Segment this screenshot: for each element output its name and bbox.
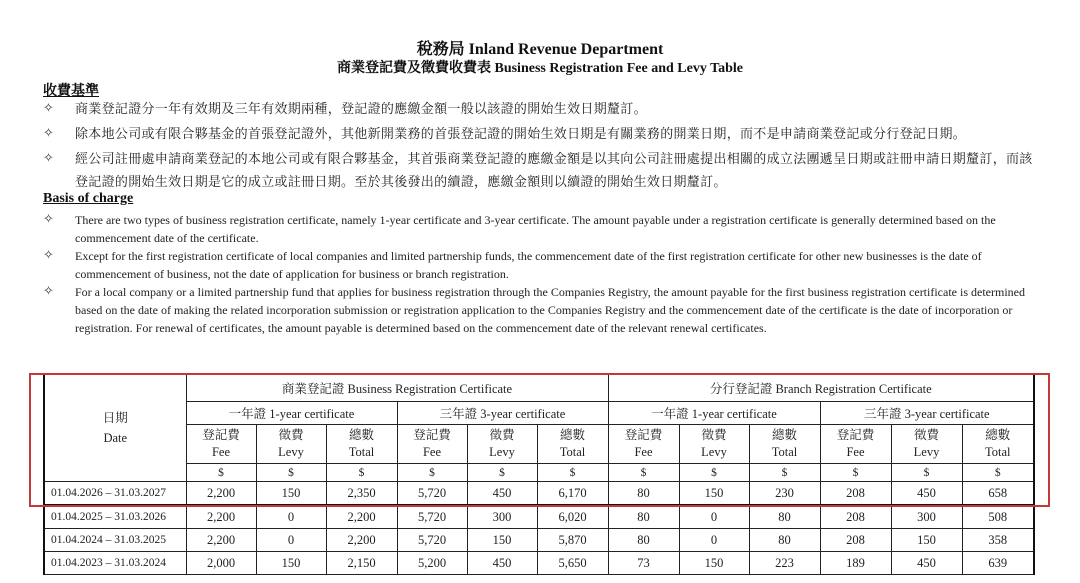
value-cell: 2,200 [186,505,256,529]
value-cell: 5,720 [397,482,467,506]
column-header-levy [679,425,749,464]
business-registration-group-header: 商業登記證 Business Registration Certificate [186,374,608,402]
value-cell: 5,200 [397,552,467,575]
date-column-header [44,374,186,482]
en-bullet-text: For a local company or a limited partnership fund that applies for business registration through the Companies Registry, the amount payable for the first business registration certificate is determined based on the date of making the related incorporation submission or registration application to the Companies Registry and the commencement date of the certificate is the date of incorporation or registration. For renewal of certificates, the amount payable is determined based on the commencement date of the relevant renewal certificates. [75,285,1025,335]
currency-cell: $ [397,464,467,482]
column-header-zh: 徵費 [701,428,727,442]
subgroup-header: 一年證 1-year certificate [608,402,820,425]
zh-bullet-text: 商業登記證分一年有效期及三年有效期兩種，登記證的應繳金額一般以該證的開始生效日期釐訂。 [75,101,647,116]
value-cell: 0 [256,505,326,529]
currency-cell: $ [256,464,326,482]
value-cell: 5,720 [397,529,467,552]
value-cell: 2,350 [326,482,397,506]
column-header-en: Fee [422,445,442,459]
column-header-zh: 總數 [348,428,374,442]
column-header-levy [467,425,537,464]
value-cell: 73 [608,552,679,575]
en-section-heading: Basis of charge [43,191,134,206]
column-header-fee [820,425,891,464]
value-cell: 80 [749,505,820,529]
column-header-en: Fee [211,445,231,459]
value-cell: 450 [467,482,537,506]
column-header-zh: 總數 [559,428,585,442]
diamond-bullet-icon: ✧ [43,212,54,227]
column-header-en: Fee [846,445,865,459]
diamond-bullet-icon: ✧ [43,151,55,166]
value-cell: 6,170 [537,482,608,506]
column-header-zh: 徵費 [278,428,304,442]
value-cell: 189 [820,552,891,575]
column-header-zh: 徵費 [913,428,939,442]
diamond-bullet-icon: ✧ [43,126,55,141]
fee-levy-table [43,373,1035,575]
date-cell: 01.04.2026 – 31.03.2027 [44,482,186,506]
column-header-levy [256,425,326,464]
column-header-zh: 登記費 [202,428,240,442]
diamond-bullet-icon: ✧ [43,248,54,263]
column-header-zh: 登記費 [413,428,451,442]
document-title: 稅務局 Inland Revenue Department [416,41,664,58]
value-cell: 5,720 [397,505,467,529]
value-cell: 0 [256,529,326,552]
column-header-fee [186,425,256,464]
value-cell: 300 [467,505,537,529]
en-bullet-text: There are two types of business registration certificate, namely 1-year certificate and 3-year certificate. The amount payable under a registration certificate is generally determined based on the commencement date of the certificate. [75,213,996,245]
diamond-bullet-icon: ✧ [43,284,54,299]
value-cell: 2,200 [186,529,256,552]
column-header-total [962,425,1034,464]
currency-cell: $ [679,464,749,482]
value-cell: 150 [256,482,326,506]
currency-cell: $ [608,464,679,482]
currency-cell: $ [326,464,397,482]
en-bullet-item [43,283,1043,337]
zh-bullet-item [43,147,1043,193]
value-cell: 150 [679,552,749,575]
value-cell: 150 [679,482,749,506]
currency-cell: $ [820,464,891,482]
currency-row [44,464,1034,482]
zh-bullet-text: 除本地公司或有限合夥基金的首張登記證外，其他新開業務的首張登記證的開始生效日期是有關業務的開業日期，而不是申請商業登記或分行登記日期。 [75,126,967,141]
en-bullet-item [43,247,1043,283]
value-cell: 230 [749,482,820,506]
column-header-en: Levy [489,445,515,459]
column-header-en: Total [985,445,1011,459]
value-cell: 0 [679,505,749,529]
zh-bullet-list [43,97,1043,195]
value-cell: 80 [608,529,679,552]
diamond-bullet-icon: ✧ [43,101,55,116]
column-header-levy [891,425,962,464]
value-cell: 2,000 [186,552,256,575]
value-cell: 450 [467,552,537,575]
zh-section-heading: 收費基準 [43,84,99,99]
table-body [44,482,1034,575]
currency-cell: $ [749,464,820,482]
value-cell: 150 [256,552,326,575]
table-row [44,529,1034,552]
currency-cell: $ [891,464,962,482]
en-bullet-text: Except for the first registration certificate of local companies and limited partnership funds, the commencement date of the first registration certificate for other new businesses is the date of commencement of business, not the date of application for business or branch registration. [75,249,982,281]
value-cell: 223 [749,552,820,575]
date-header-zh: 日期 [102,411,128,425]
date-cell: 01.04.2024 – 31.03.2025 [44,529,186,552]
subgroup-header: 三年證 3-year certificate [397,402,608,425]
column-header-zh: 登記費 [624,428,663,442]
branch-registration-group-header: 分行登記證 Branch Registration Certificate [608,374,1034,402]
value-cell: 150 [467,529,537,552]
value-cell: 450 [891,482,962,506]
date-cell: 01.04.2025 – 31.03.2026 [44,505,186,529]
column-header-zh: 登記費 [836,428,875,442]
table-row [44,482,1034,506]
currency-cell: $ [537,464,608,482]
table-title: 商業登記費及徵費收費表 Business Registration Fee and Levy Table [336,61,744,76]
value-cell: 80 [749,529,820,552]
column-header-total [326,425,397,464]
column-header-en: Total [348,445,375,459]
column-header-en: Levy [913,445,940,459]
value-cell: 658 [962,482,1034,506]
value-cell: 208 [820,505,891,529]
en-bullet-list [43,211,1043,337]
value-cell: 2,150 [326,552,397,575]
value-cell: 208 [820,529,891,552]
value-cell: 150 [891,529,962,552]
column-header-en: Fee [634,445,653,459]
value-cell: 300 [891,505,962,529]
value-cell: 6,020 [537,505,608,529]
value-cell: 208 [820,482,891,506]
value-cell: 0 [679,529,749,552]
value-cell: 5,870 [537,529,608,552]
column-header-en: Levy [278,445,304,459]
column-header-en: Levy [701,445,727,459]
value-cell: 2,200 [186,482,256,506]
zh-bullet-item [43,97,1043,120]
column-header-row [44,425,1034,464]
column-header-total [537,425,608,464]
value-cell: 5,650 [537,552,608,575]
currency-cell: $ [962,464,1034,482]
value-cell: 639 [962,552,1034,575]
value-cell: 2,200 [326,505,397,529]
date-header-en: Date [103,431,128,445]
subgroup-header: 一年證 1-year certificate [186,402,397,425]
value-cell: 2,200 [326,529,397,552]
subgroup-header: 三年證 3-year certificate [820,402,1034,425]
currency-cell: $ [186,464,256,482]
value-cell: 508 [962,505,1034,529]
column-header-fee [397,425,467,464]
column-header-en: Total [771,445,798,459]
column-header-fee [608,425,679,464]
currency-cell: $ [467,464,537,482]
table-row [44,505,1034,529]
date-cell: 01.04.2023 – 31.03.2024 [44,552,186,575]
column-header-en: Total [559,445,586,459]
table-row [44,552,1034,575]
zh-bullet-item [43,122,1043,145]
value-cell: 80 [608,482,679,506]
column-header-total [749,425,820,464]
column-header-zh: 徵費 [489,428,515,442]
zh-bullet-text: 經公司註冊處申請商業登記的本地公司或有限合夥基金，其首張商業登記證的應繳金額是以其向公司註冊處提出相關的成立法團遞呈日期或註冊申請日期釐訂，而該登記證的開始生效日期是它的成立或註冊日期。至於其後發出的續證，應繳金額則以續證的開始生效日期釐訂。 [75,151,1033,189]
column-header-zh: 總數 [771,428,797,442]
en-bullet-item [43,211,1043,247]
value-cell: 450 [891,552,962,575]
column-header-zh: 總數 [985,428,1011,442]
value-cell: 80 [608,505,679,529]
value-cell: 358 [962,529,1034,552]
